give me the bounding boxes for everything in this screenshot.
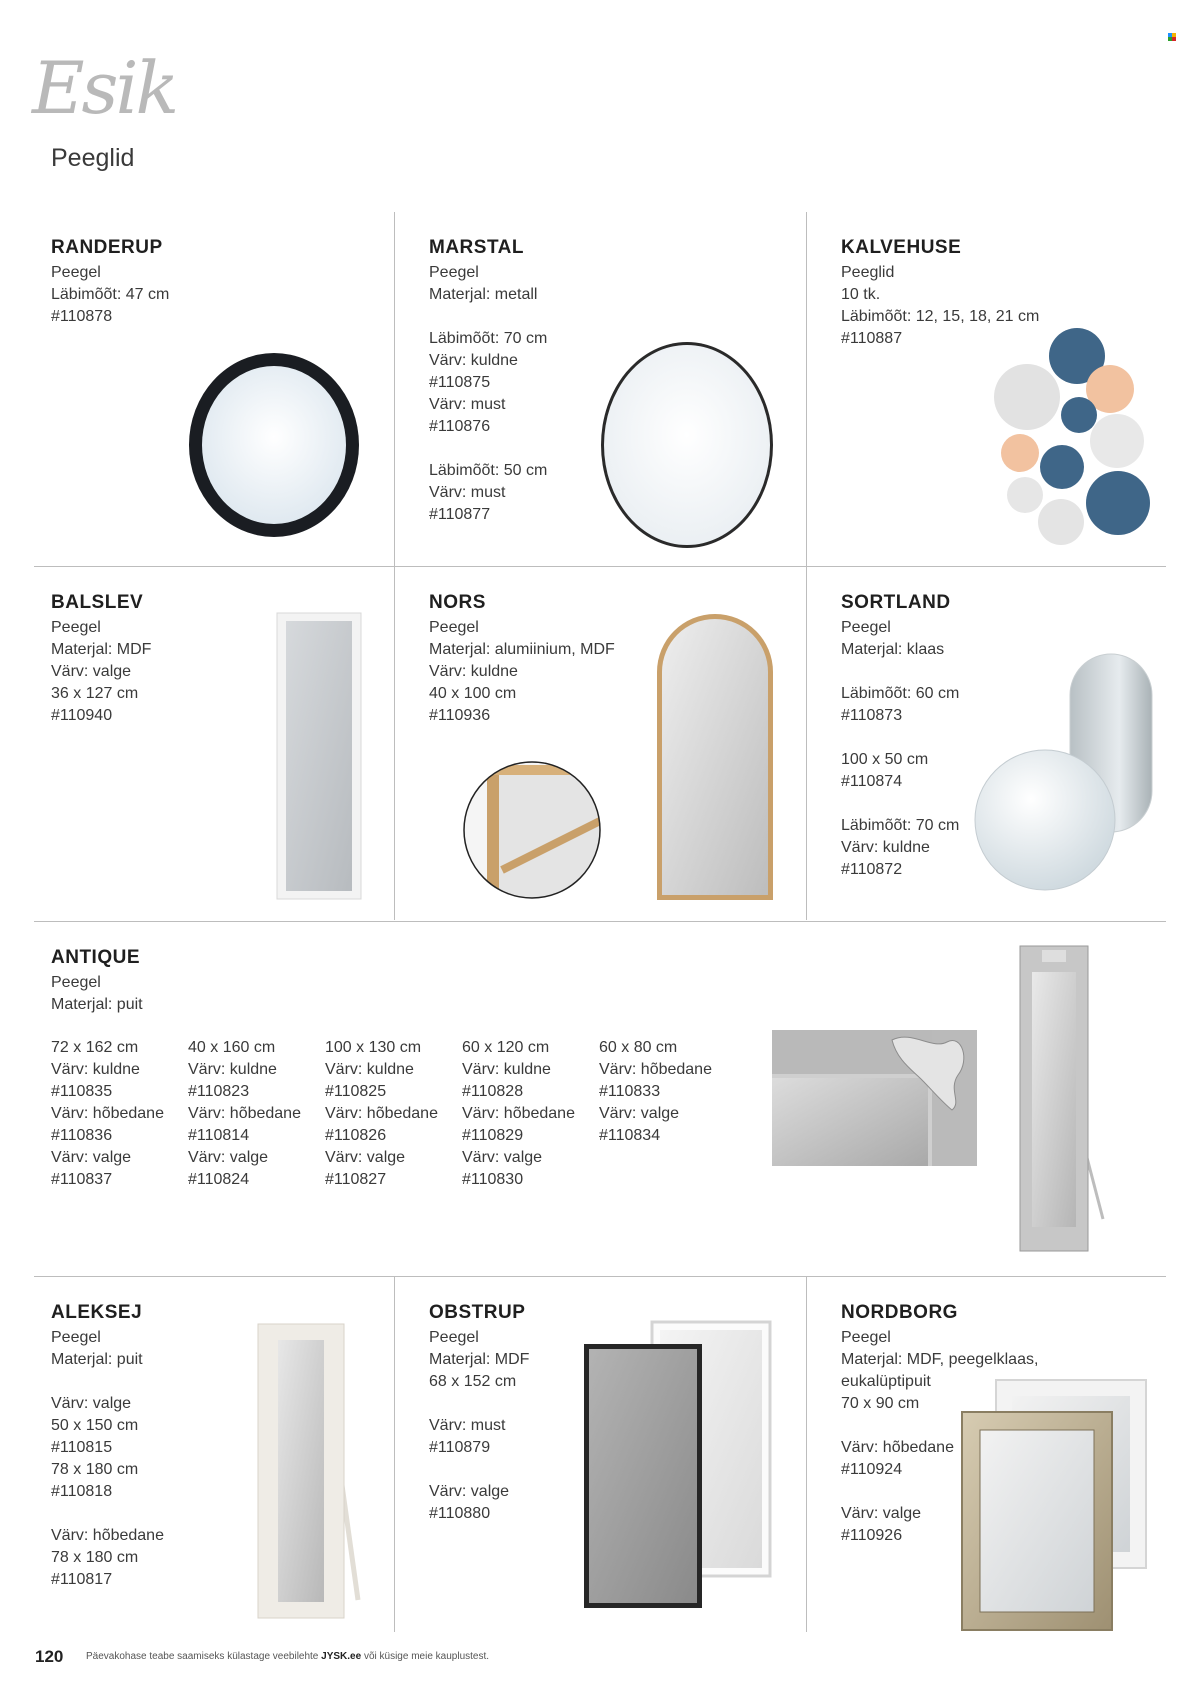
info-line: Materjal: MDF (51, 641, 152, 658)
info-line: Värv: hõbedane (599, 1061, 712, 1078)
info-line: Materjal: MDF, peegelklaas, (841, 1351, 1039, 1368)
round-mirror-set-image (990, 325, 1150, 550)
script-logo: Esik (32, 46, 177, 130)
product-info (51, 262, 169, 328)
info-line: Värv: hõbedane (841, 1439, 954, 1456)
info-line: 60 x 120 cm (462, 1039, 550, 1056)
footer-link[interactable]: JYSK.ee (321, 1651, 362, 1662)
info-line: 10 tk. (841, 286, 881, 303)
product-name: ANTIQUE (51, 947, 140, 968)
info-line: #110833 (599, 1083, 661, 1100)
divider (394, 1277, 395, 1632)
product-info (51, 1327, 164, 1591)
info-line: 60 x 80 cm (599, 1039, 678, 1056)
info-line: Materjal: metall (429, 286, 538, 303)
info-line: #110874 (841, 773, 903, 790)
product-name: SORTLAND (841, 592, 951, 613)
info-line: Värv: hõbedane (325, 1105, 438, 1122)
info-line: Läbimõõt: 47 cm (51, 286, 170, 303)
frame-detail-image (462, 760, 602, 900)
info-line: Peegel (429, 619, 479, 636)
footer-note (86, 1651, 489, 1662)
info-line: 78 x 180 cm (51, 1461, 139, 1478)
info-line: Värv: valge (51, 1395, 132, 1412)
info-line: Peegel (841, 1329, 891, 1346)
product-info (51, 972, 143, 1016)
info-line: Värv: must (429, 1417, 506, 1434)
info-line: Värv: valge (429, 1483, 510, 1500)
footer-text: Päevakohase teabe saamiseks külastage veebilehte (86, 1651, 322, 1662)
info-line: #110940 (51, 707, 113, 724)
info-line: #110815 (51, 1439, 113, 1456)
info-line: Materjal: alumiinium, MDF (429, 641, 615, 658)
info-line: Värv: kuldne (325, 1061, 414, 1078)
info-line: Läbimõõt: 70 cm (429, 330, 548, 347)
page-title: Peeglid (51, 144, 135, 172)
product-aleksej (51, 1302, 164, 1591)
divider (806, 1277, 807, 1632)
info-line: #110830 (462, 1171, 524, 1188)
product-sortland (841, 592, 959, 881)
info-line: #110936 (429, 707, 491, 724)
floor-mirror-image (256, 1322, 366, 1622)
info-line: Värv: hõbedane (51, 1105, 164, 1122)
info-line: eukalüptipuit (841, 1373, 931, 1390)
info-line: Läbimõõt: 50 cm (429, 462, 548, 479)
product-info (841, 617, 959, 881)
info-line: #110878 (51, 308, 113, 325)
info-line: 36 x 127 cm (51, 685, 139, 702)
info-line: #110887 (841, 330, 903, 347)
info-line: Värv: must (429, 484, 506, 501)
info-line: #110836 (51, 1127, 113, 1144)
variant-column (188, 1037, 301, 1191)
info-line: Läbimõõt: 60 cm (841, 685, 960, 702)
info-line: Värv: valge (188, 1149, 269, 1166)
page-number: 120 (35, 1647, 64, 1666)
info-line: 40 x 160 cm (188, 1039, 276, 1056)
info-line: Peegel (51, 974, 101, 991)
info-line: #110828 (462, 1083, 524, 1100)
info-line: #110824 (188, 1171, 250, 1188)
info-line: #110877 (429, 506, 491, 523)
info-line: Värv: valge (599, 1105, 680, 1122)
info-line: #110818 (51, 1483, 113, 1500)
info-line: #110924 (841, 1461, 903, 1478)
info-line: Värv: hõbedane (462, 1105, 575, 1122)
info-line: #110826 (325, 1127, 387, 1144)
product-name: ALEKSEJ (51, 1302, 143, 1323)
info-line: Materjal: klaas (841, 641, 945, 658)
info-line: #110872 (841, 861, 903, 878)
info-line: Läbimõõt: 70 cm (841, 817, 960, 834)
product-info (51, 617, 151, 727)
info-line: Materjal: puit (51, 996, 143, 1013)
info-line: #110827 (325, 1171, 387, 1188)
product-balslev (51, 592, 151, 727)
info-line: 100 x 130 cm (325, 1039, 422, 1056)
info-line: #110823 (188, 1083, 250, 1100)
variant-column (51, 1037, 164, 1191)
footer-text: või küsige meie kauplustest. (361, 1651, 490, 1662)
info-line: #110825 (325, 1083, 387, 1100)
info-line: Peeglid (841, 264, 895, 281)
info-line: Peegel (429, 1329, 479, 1346)
product-randerup (51, 237, 169, 328)
info-line: 68 x 152 cm (429, 1373, 517, 1390)
info-line: 100 x 50 cm (841, 751, 929, 768)
info-line: Materjal: puit (51, 1351, 143, 1368)
rectangular-mirror-image (582, 1320, 774, 1610)
product-name: BALSLEV (51, 592, 144, 613)
product-obstrup (429, 1302, 529, 1525)
product-info (429, 1327, 529, 1525)
info-line: 72 x 162 cm (51, 1039, 139, 1056)
product-name: OBSTRUP (429, 1302, 526, 1323)
info-line: Peegel (51, 1329, 101, 1346)
info-line: Värv: kuldne (841, 839, 930, 856)
product-name: NORDBORG (841, 1302, 958, 1323)
info-line: Värv: hõbedane (51, 1527, 164, 1544)
info-line: 78 x 180 cm (51, 1549, 139, 1566)
info-line: Värv: valge (51, 1149, 132, 1166)
product-name: MARSTAL (429, 237, 524, 258)
info-line: Läbimõõt: 12, 15, 18, 21 cm (841, 308, 1040, 325)
info-line: #110829 (462, 1127, 524, 1144)
info-line: #110817 (51, 1571, 113, 1588)
info-line: Peegel (51, 619, 101, 636)
info-line: Värv: kuldne (51, 1061, 140, 1078)
info-line: Värv: kuldne (429, 352, 518, 369)
info-line: #110837 (51, 1171, 113, 1188)
arched-mirror-image (655, 612, 775, 902)
product-info (429, 262, 547, 526)
ornate-mirror-image (960, 1378, 1150, 1633)
info-line: 40 x 100 cm (429, 685, 517, 702)
info-line: Peegel (51, 264, 101, 281)
product-name: NORS (429, 592, 486, 613)
info-line: #110814 (188, 1127, 250, 1144)
divider (34, 566, 1166, 567)
variant-column (462, 1037, 575, 1191)
info-line: #110873 (841, 707, 903, 724)
product-antique (51, 947, 143, 1016)
divider (34, 1276, 1166, 1277)
product-name: RANDERUP (51, 237, 163, 258)
info-line: #110834 (599, 1127, 661, 1144)
ornate-frame-detail-image (772, 1030, 977, 1166)
floor-mirror-image (1018, 944, 1106, 1256)
info-line: Peegel (429, 264, 479, 281)
info-line: Värv: kuldne (462, 1061, 551, 1078)
info-line: Värv: hõbedane (188, 1105, 301, 1122)
info-line: Värv: kuldne (188, 1061, 277, 1078)
round-mirror-image (600, 340, 775, 550)
variant-column (599, 1037, 712, 1147)
info-line: Peegel (841, 619, 891, 636)
info-line: Värv: valge (325, 1149, 406, 1166)
product-name: KALVEHUSE (841, 237, 962, 258)
info-line: Värv: must (429, 396, 506, 413)
info-line: #110835 (51, 1083, 113, 1100)
info-line: Värv: valge (51, 663, 132, 680)
brand-mark-icon (1168, 33, 1176, 41)
info-line: Värv: kuldne (429, 663, 518, 680)
info-line: Materjal: MDF (429, 1351, 530, 1368)
info-line: #110880 (429, 1505, 491, 1522)
variant-column (325, 1037, 438, 1191)
info-line: #110926 (841, 1527, 903, 1544)
info-line: #110875 (429, 374, 491, 391)
round-mirror-image (185, 348, 363, 543)
info-line: 50 x 150 cm (51, 1417, 139, 1434)
product-info (429, 617, 615, 727)
product-marstal (429, 237, 547, 526)
info-line: Värv: valge (462, 1149, 543, 1166)
info-line: 70 x 90 cm (841, 1395, 920, 1412)
info-line: #110876 (429, 418, 491, 435)
info-line: #110879 (429, 1439, 491, 1456)
info-line: Värv: valge (841, 1505, 922, 1522)
product-nors (429, 592, 615, 727)
wall-mirror-image (276, 612, 362, 900)
divider (34, 921, 1166, 922)
frameless-mirror-image (975, 652, 1155, 902)
